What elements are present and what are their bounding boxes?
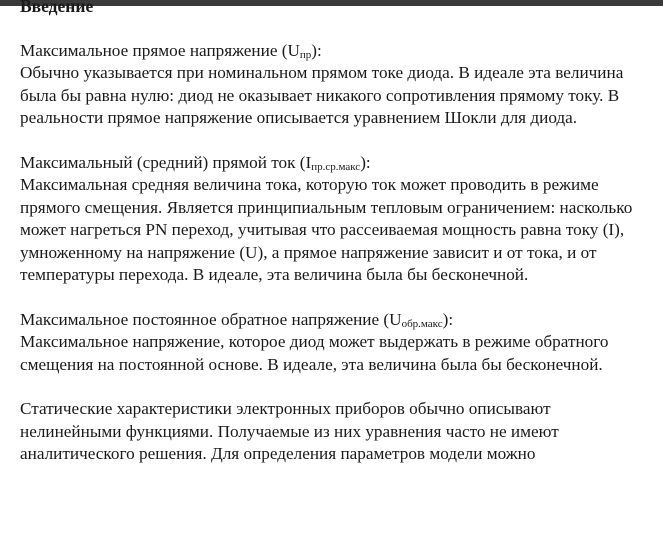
parameter-title: Максимальное постоянное обратное напряжение $(U_{обр.макс})$: [20, 309, 454, 330]
parameter-subscript: пр.ср.макс [311, 161, 361, 174]
parameter-block-forward-current [20, 152, 650, 286]
parameter-block-forward-voltage [20, 40, 650, 130]
parameter-title: Максимальный (средний) прямой ток $(I_{пр.ср.макс})$: [20, 153, 371, 174]
parameter-description: Максимальное напряжение, которое диод может выдержать в режиме обратного смещения на постоянной основе. В идеале, эта величина была бы бесконечной. [20, 332, 609, 374]
document-body [20, 40, 650, 488]
closing-paragraph: Статические характеристики электронных приборов обычно описывают нелинейными функциями. Получаемые из них уравнения часто не имеют аналитического решения. Для определения параметров модели можно [20, 399, 559, 464]
closing-paragraph-block [20, 398, 650, 465]
parameter-description: Максимальная средняя величина тока, которую ток может проводить в режиме прямого смещения. Является принципиальным тепловым ограничением: насколько может нагреться PN переход, учитывая что рассеиваемая мощность равна току (I), умноженному на напряжение (U), а прямое напряжение зависит и от тока, и от температуры перехода. В идеале, эта величина была бы бесконечной. [20, 175, 633, 285]
parameter-subscript: пр [299, 49, 312, 61]
parameter-block-reverse-voltage [20, 309, 650, 376]
parameter-subscript: обр.макс [401, 317, 443, 330]
section-heading: Введение [20, 0, 94, 16]
parameter-title: Максимальное прямое напряжение $(U_{пр})$: [20, 41, 322, 61]
parameter-description: Обычно указывается при номинальном прямом токе диода. В идеале эта величина была бы равна нулю: диод не оказывает никакого сопротивления прямому току. В реальности прямое напряжение описывается уравнением Шокли для диода. [20, 63, 624, 128]
